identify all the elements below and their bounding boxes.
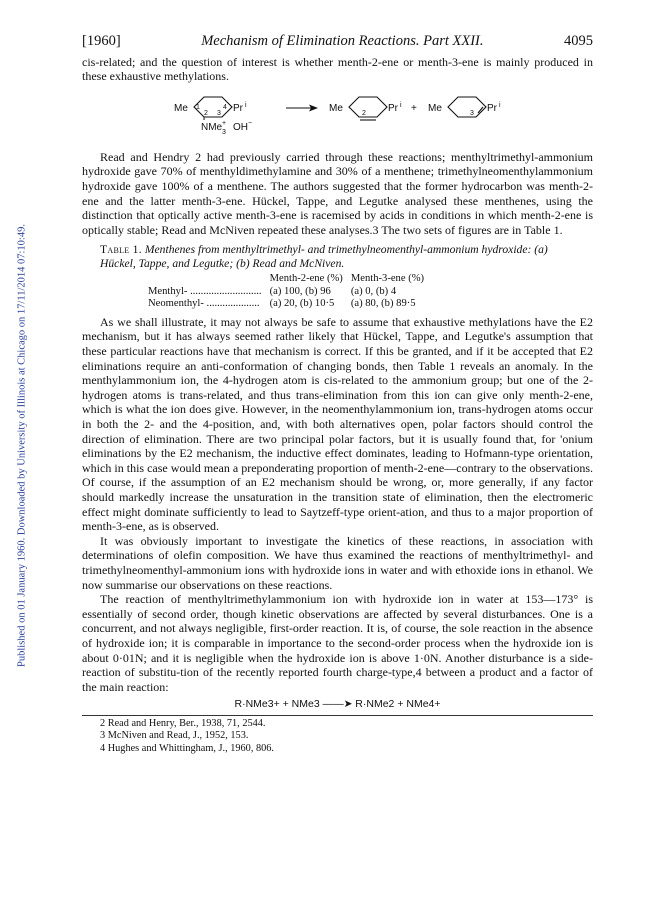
- reactant-pr-sup: i: [245, 101, 247, 109]
- table-cell: Neomenthyl- ....................: [148, 298, 260, 310]
- product2-pr-sup: i: [499, 101, 501, 109]
- product1-ring: [349, 97, 387, 117]
- table-header-cell: [148, 273, 270, 286]
- running-head: [82, 34, 593, 49]
- menthene-table: [148, 273, 432, 311]
- product2-pos3: 3: [470, 109, 474, 117]
- reactant-nme3: NMe: [201, 121, 223, 133]
- table-label: Table 1.: [100, 243, 142, 257]
- page-body: [82, 34, 593, 756]
- table-cell: Menthyl- ...........................: [148, 285, 262, 297]
- paragraph-read-hendry: Read and Hendry 2 had previously carried through these reactions; menthyltrimethyl-ammonium hydroxide gave 70% of menthyldimethylamine and 30% of a menthene; trimethylneomenthylammonium hydroxide gave 100% of a menthene. The authors suggested that the former hydrocarbon was menth-2-ene and the latter menth-3-ene. Hückel, Tappe, and Legutke analysed these menthenes, using the distinction that optically active menth-3-ene is racemised by acids in conditions in which menth-2-ene is optically stable; Read and McNiven repeated these analyses.3 The two sets of figures are in Table 1.: [82, 149, 593, 237]
- page-number: 4095: [564, 33, 593, 49]
- table-cell: (a) 20, (b) 10·5: [269, 298, 335, 310]
- table-header-row: [148, 273, 432, 286]
- download-watermark: Published on 01 January 1960. Downloaded by University of Illinois at Chicago on 17/11/2014 07:10:49.: [16, 224, 28, 667]
- scheme-plus: +: [411, 102, 417, 114]
- footnote: 2 Read and Henry, Ber., 1938, 71, 2544.: [100, 717, 266, 729]
- product2-ring: [448, 97, 486, 117]
- reactant-nme3-charge: +: [222, 119, 227, 127]
- reactant-me: Me: [174, 102, 188, 114]
- table-row: [148, 286, 432, 299]
- reactant-pos4: 4: [223, 103, 227, 111]
- reactant-oh-charge: −: [248, 119, 253, 127]
- paragraph-mechanism: As we shall illustrate, it may not always be safe to assume that exhaustive methylations have the E2 mechanism, but it has always seemed rather likely that Hückel, Tappe, and Legutke's assumption that these particular reactions have that mechanism is correct. If this be granted, and if it be accepted that E2 eliminations require an anti-conformation of changing bonds, then Table 1 reveals an anomaly. In the menthylammonium ion, the 4-hydrogen atom is cis-related to the ammonium group; but one of the 2-hydrogen atoms is trans-related, and thus trans-elimination from this ion can give only menth-2-ene, which is what the ion does give. However, in the neomenthylammonium ion, trans-hydrogen atoms occur in both the 2- and the 4-position, and, with both alternatives open, polar factors should control the direction of elimination. There are two principal polar factors, but it is usually found that, for 'onium eliminations by the E2 mechanism, the inductive effect dominates, leading to Hofmann-type orientation, which in this case would mean a preponderating proportion of menth-2-ene—contrary to the observations. Of course, if the assumption of an E2 mechanism should be wrong, or, more generally, if any factor should markedly increase the unsaturation in the transition state of elimination, then the electromeric effect might dominate sufficiently to lead to Saytzeff-type orient-ation, and thus to a major proportion of menth-3-ene, as is observed.: [82, 314, 593, 534]
- paragraph-reaction-order: The reaction of menthyltrimethylammonium ion with hydroxide ion in water at 153—173° is essentially of second order, though kinetic observations are affected by several disturbances. One is a concurrent, and not always negligible, first-order reaction. It is, of course, the sole reaction in the absence of hydroxide ion; it is comparable in importance to the second-order process when the hydroxide ion is about 0·01N; and it is negligible when the hydroxide ion is above 1·0N. Another disturbance is a side-reaction of substitu-tion of the recently reported fourth charge-type,4 between a product and a factor of the main reaction:: [82, 592, 593, 694]
- footnote: 3 McNiven and Read, J., 1952, 153.: [100, 730, 249, 742]
- reactant-nme3-sub: 3: [222, 128, 226, 136]
- reactant-pos1: 1: [196, 103, 200, 111]
- product2-pr: Pr: [487, 102, 497, 114]
- table-row: [148, 298, 432, 311]
- product1-pos2: 2: [362, 109, 366, 117]
- table-cell: (a) 0, (b) 4: [350, 285, 397, 297]
- reaction-scheme: [82, 88, 593, 148]
- reactant-pr: Pr: [233, 102, 243, 114]
- side-reaction-equation: R·NMe3+ + NMe3 ——➤ R·NMe2 + NMe4+: [234, 698, 441, 711]
- product1-pr-sup: i: [400, 101, 402, 109]
- product1-pr: Pr: [388, 102, 398, 114]
- table-header-cell: Menth-2-ene (%): [269, 273, 343, 285]
- table-caption: [82, 243, 593, 271]
- year-label: [1960]: [82, 33, 121, 49]
- table-header-cell: Menth-3-ene (%): [350, 273, 425, 285]
- running-title: Mechanism of Elimination Reactions. Part XXII.: [201, 33, 484, 49]
- table-caption-text: Menthenes from menthyltrimethyl- and trimethylneomenthyl-ammonium hydroxide: (a) Hückel, Tappe, and Legutke; (b) Read and McNiven.: [100, 243, 548, 271]
- product2-me: Me: [428, 102, 442, 114]
- footnote: 4 Hughes and Whittingham, J., 1960, 806.: [100, 743, 274, 755]
- paragraph-kinetics: It was obviously important to investigate the kinetics of these reactions, in association with determinations of olefin composition. We have thus examined the reactions of menthyltrimethyl- and trimethylneomenthyl-ammonium ions with hydroxide ions in water and with ethoxide ions in ethanol. We now summarise our observations on these reactions.: [82, 533, 593, 592]
- reactant-oh: OH: [233, 121, 248, 133]
- reactant-pos3: 3: [217, 109, 221, 117]
- table-cell: (a) 100, (b) 96: [269, 285, 331, 297]
- footnote-rule: [82, 715, 593, 716]
- product1-me: Me: [329, 102, 343, 114]
- table-cell: (a) 80, (b) 89·5: [350, 298, 416, 310]
- reactant-pos2: 2: [204, 109, 208, 117]
- reaction-scheme-drawing: [82, 88, 593, 148]
- intro-paragraph: cis-related; and the question of interest is whether menth-2-ene or menth-3-ene is mainly produced in these exhaustive methylations.: [82, 54, 593, 84]
- footnotes: [82, 718, 593, 756]
